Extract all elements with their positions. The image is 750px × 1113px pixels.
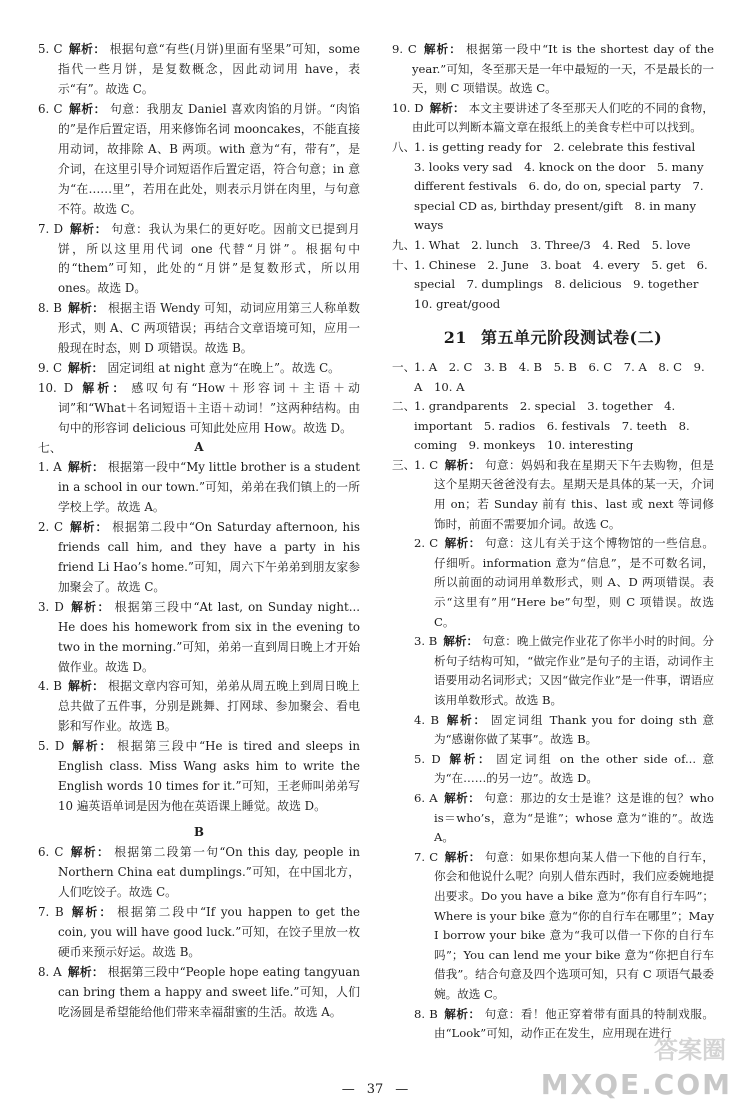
answer-number: 3. D	[38, 599, 64, 614]
analysis-label: 解析：	[444, 457, 481, 472]
analysis-text: 句意：晚上做完作业花了你半小时的时间。分析句子结构可知，“做完作业”是句子的主语，动词作主语要用动名词形式；又因“做完作业”是一件事，谓语应该用单数形式。故选 B。	[434, 634, 714, 707]
analysis-text: 根据第三段中“At last, on Sunday night... He does his homework from six in the evening to two in the morning.”可知，弟弟一直到周日晚上才开始做作业。故选 D。	[58, 599, 360, 674]
analysis-label: 解析：	[429, 100, 465, 115]
answer-item	[38, 220, 360, 300]
left-group-b	[38, 458, 360, 817]
footer-dash-right: —	[395, 1082, 409, 1097]
analysis-text: 根据第二段中“On Saturday afternoon, his friends call him, and they have a party in his friend Li Hao’s home.”可知，周六下午弟弟到朋友家参加聚会了。故选 C。	[58, 519, 360, 594]
analysis-text: 根据主语 Wendy 可知，动词应用第三人称单数形式，则 A、C 两项错误；再结合文章语境可知，应用一般现在时态，则 D 项错误。故选 B。	[58, 301, 360, 356]
analysis-text: 根据第三段中“People hope eating tangyuan can bring them a happy and sweet life.”可知，人们吃汤圆是希望能给他们带来幸福甜蜜的生活。故选 A。	[58, 964, 360, 1019]
right-group-a	[392, 40, 714, 138]
section-8-label: 八、	[392, 139, 416, 154]
answer-item	[38, 963, 360, 1023]
analysis-label: 解析：	[79, 381, 128, 396]
section-1-answers: 1. A 2. C 3. B 4. B 5. B 6. C 7. A 8. C 9. A 10. A	[414, 359, 705, 394]
analysis-text: 本文主要讲述了冬至那天人们吃的不同的食物，由此可以判断本篇文章在报纸上的美食专栏中可以找到。	[412, 100, 714, 135]
answer-number: 7. C	[414, 849, 439, 864]
analysis-label: 解析：	[69, 221, 108, 236]
answer-number: 1. A	[38, 459, 62, 474]
analysis-text: 句意：我朋友 Daniel 喜欢肉馅的月饼。“肉馅的”是作后置定语，用来修饰名词 mooncakes，不能直接用动词，故排除 A、B 两项。with 意为“有，带有”，是介词，在这里引导介词短语作后置定语，符合句意；in 意为“在……里”，若用在此处，则表示月饼在肉里，与句意不符。故选 C。	[58, 101, 360, 216]
answer-number: 8. B	[414, 1006, 438, 1021]
section-3-label: 三、	[392, 457, 416, 472]
answer-number: 10. D	[392, 100, 424, 115]
left-column	[38, 40, 360, 1023]
answer-number: 6. C	[38, 845, 64, 860]
answer-number: 9. C	[392, 42, 417, 56]
analysis-label: 解析：	[67, 459, 105, 474]
answer-item	[414, 456, 714, 534]
analysis-text: 根据文章内容可知，弟弟从周五晚上到周日晚上总共做了五件事，分别是跳舞、打网球、参加聚会、看电影和写作业。故选 B。	[58, 679, 360, 734]
answer-number: 5. D	[38, 739, 65, 754]
analysis-text: 根据第二段中“If you happen to get the coin, you will have good luck.”可知，在饺子里放一枚硬币来预示好运。故选 B。	[58, 904, 360, 959]
answer-number: 8. A	[38, 964, 62, 979]
section-9	[392, 236, 714, 256]
analysis-label: 解析：	[445, 712, 487, 727]
answer-item	[38, 359, 360, 379]
section-8	[392, 138, 714, 236]
page-number: 37	[366, 1082, 384, 1097]
answer-number: 5. C	[38, 42, 63, 56]
analysis-label: 解析：	[443, 634, 479, 649]
answer-number: 6. C	[38, 101, 63, 116]
section-1-label: 一、	[392, 359, 416, 374]
section-9-answers: 1. What 2. lunch 3. Three/3 4. Red 5. love	[414, 237, 691, 252]
answer-item	[38, 518, 360, 598]
answer-item	[414, 711, 714, 750]
analysis-text: 句意：妈妈和我在星期天下午去购物，但是这个星期天爸爸没有去。星期天是具体的某一天，介词用 on；若 Sunday 前有 this、last 或 next 等词修饰时，前面不需要加介词。故选 C。	[434, 457, 714, 531]
analysis-text: 固定词组 at night 意为“在晚上”。故选 C。	[107, 361, 340, 376]
analysis-text: 根据第三段中“He is tired and sleeps in English class. Miss Wang asks him to write the English words 10 times for it.”可知，王老师叫弟弟写 10 遍英语单词是因为他在英语课上睡觉。故选 D。	[58, 739, 360, 814]
answer-number: 2. C	[414, 536, 439, 551]
analysis-label: 解析：	[444, 536, 481, 551]
answer-item	[38, 379, 360, 439]
answer-item	[38, 677, 360, 737]
answer-item	[38, 100, 360, 220]
answer-number: 3. B	[414, 634, 438, 649]
analysis-label: 解析：	[68, 361, 104, 376]
left-group-c	[38, 843, 360, 1023]
answer-item	[414, 789, 714, 848]
test-number: 21	[443, 328, 468, 348]
analysis-label: 解析：	[444, 849, 481, 864]
analysis-label: 解析：	[67, 301, 105, 316]
answer-item	[392, 40, 714, 99]
answer-item	[38, 40, 360, 100]
section-9-label: 九、	[392, 237, 416, 252]
analysis-label: 解析：	[443, 790, 481, 805]
answer-item	[392, 99, 714, 138]
subsection-a-label: A	[194, 440, 204, 455]
analysis-text: 固定词组 on the other side of... 意为“在……的另一边”。故选 D。	[434, 751, 714, 786]
section-3	[392, 456, 714, 1044]
answer-item	[414, 534, 714, 632]
analysis-text: 根据第一段中“My little brother is a student in a school in our town.”可知，弟弟在我们镇上的一所学校上学。故选 A。	[58, 459, 360, 514]
answer-number: 8. B	[38, 301, 62, 316]
analysis-label: 解析：	[68, 42, 106, 56]
analysis-label: 解析：	[68, 101, 106, 116]
answer-item	[414, 632, 714, 710]
analysis-label: 解析：	[69, 519, 109, 534]
analysis-text: 根据句意“有些(月饼)里面有坚果”可知，some 指代一些月饼，是复数概念，因此动词用 have，表示“有”。故选 C。	[58, 42, 360, 96]
analysis-label: 解析：	[446, 751, 493, 766]
analysis-text: 句意：我认为果仁的更好吃。因前文已提到月饼，所以这里用代词 one 代替“月饼”。根据句中的“them”可知，此处的“月饼”是复数形式，所以用 ones。故选 D。	[58, 221, 360, 296]
answer-number: 4. B	[38, 679, 62, 694]
analysis-label: 解析：	[67, 679, 105, 694]
answer-number: 4. B	[414, 712, 440, 727]
analysis-label: 解析：	[443, 1006, 481, 1021]
analysis-text: 感叹句有“How＋形容词＋主语＋动词”和“What＋名词短语＋主语＋动词！”这两种结构。由句中的形容词 delicious 可知此处应用 How。故选 D。	[58, 381, 360, 436]
analysis-text: 句意：如果你想向某人借一下他的自行车，你会和他说什么呢？向别人借东西时，我们应委婉地提出要求。Do you have a bike 意为“你有自行车吗”；Where is your bike 意为“你的自行车在哪里”；May I borrow your bike 意为“我可以借一下你的自行车吗”；You can lend me your bike 意为“你把自行车借我”。结合句意及四个选项可知，只有 C 项语气最委婉。故选 C。	[434, 849, 714, 1001]
section-2	[392, 397, 714, 456]
answer-number: 9. C	[38, 361, 63, 376]
answer-number: 5. D	[414, 751, 441, 766]
answer-item	[414, 848, 714, 1005]
section-2-answers: 1. grandparents 2. special 3. together 4. important 5. radios 6. festivals 7. teeth 8. coming 9. monkeys 10. interesting	[414, 399, 690, 453]
section-2-label: 二、	[392, 399, 416, 414]
answer-number: 2. C	[38, 519, 63, 534]
analysis-text: 固定词组 Thank you for doing sth 意为“感谢你做了某事”。故选 B。	[434, 712, 714, 747]
answer-number: 1. C	[414, 457, 439, 472]
subsection-b-label: B	[194, 825, 204, 840]
analysis-label: 解析：	[69, 599, 111, 614]
answer-number: 10. D	[38, 381, 74, 396]
analysis-label: 解析：	[69, 845, 111, 860]
answer-item	[38, 458, 360, 518]
section-1	[392, 358, 714, 397]
section-3-items	[414, 456, 714, 1044]
answer-item	[38, 737, 360, 817]
answer-number: 6. A	[414, 790, 438, 805]
footer-dash-left: —	[341, 1082, 355, 1097]
answer-item	[38, 903, 360, 963]
analysis-text: 句意：那边的女士是谁？这是谁的包？who is＝who’s，意为“是谁”；whose 意为“谁的”。故选 A。	[434, 790, 714, 845]
analysis-text: 根据第二段第一句“On this day, people in Northern China eat dumplings.”可知，在中国北方，人们吃饺子。故选 C。	[58, 845, 360, 899]
answer-number: 7. B	[38, 904, 64, 919]
answer-item	[38, 598, 360, 678]
analysis-text: 根据第一段中“It is the shortest day of the year.”可知，冬至那天是一年中最短的一天，不是最长的一天，则 C 项错误。故选 C。	[412, 42, 714, 96]
watermark-url: MXQE.COM	[540, 1068, 732, 1101]
test-title-text: 第五单元阶段测试卷(二)	[481, 328, 663, 348]
test-title	[392, 328, 714, 348]
answer-item	[38, 843, 360, 903]
analysis-label: 解析：	[70, 739, 114, 754]
answer-item	[38, 299, 360, 359]
section-8-answers: 1. is getting ready for 2. celebrate this festival 3. looks very sad 4. knock on the door 5. many different festivals 6. do, do on, special party 7. special CD as, birthday present/gift 8. in many ways	[414, 139, 707, 233]
analysis-label: 解析：	[69, 904, 114, 919]
answer-item	[414, 750, 714, 789]
analysis-text: 句意：看！他正穿着带有面具的特制戏服。由“Look”可知，动作正在发生，应用现在进行	[434, 1006, 714, 1041]
watermark-logo: 答案圈	[654, 1036, 726, 1064]
analysis-label: 解析：	[67, 964, 104, 979]
section-10	[392, 256, 714, 315]
answer-number: 7. D	[38, 221, 64, 236]
analysis-text: 句意：这儿有关于这个博物馆的一些信息。仔细听。information 意为“信息”，是不可数名词，所以前面的动词用单数形式，则 A、D 两项错误。表示“这里有”用“Here be”句型，则 C 项错误。故选 C。	[434, 536, 714, 629]
section-7-label: 七、	[38, 441, 62, 456]
analysis-label: 解析：	[422, 42, 462, 56]
section-10-label: 十、	[392, 257, 416, 272]
right-column	[392, 40, 714, 1044]
left-group-a	[38, 40, 360, 439]
section-10-answers: 1. Chinese 2. June 3. boat 4. every 5. get 6. special 7. dumplings 8. delicious 9. together 10. great/good	[414, 257, 710, 311]
